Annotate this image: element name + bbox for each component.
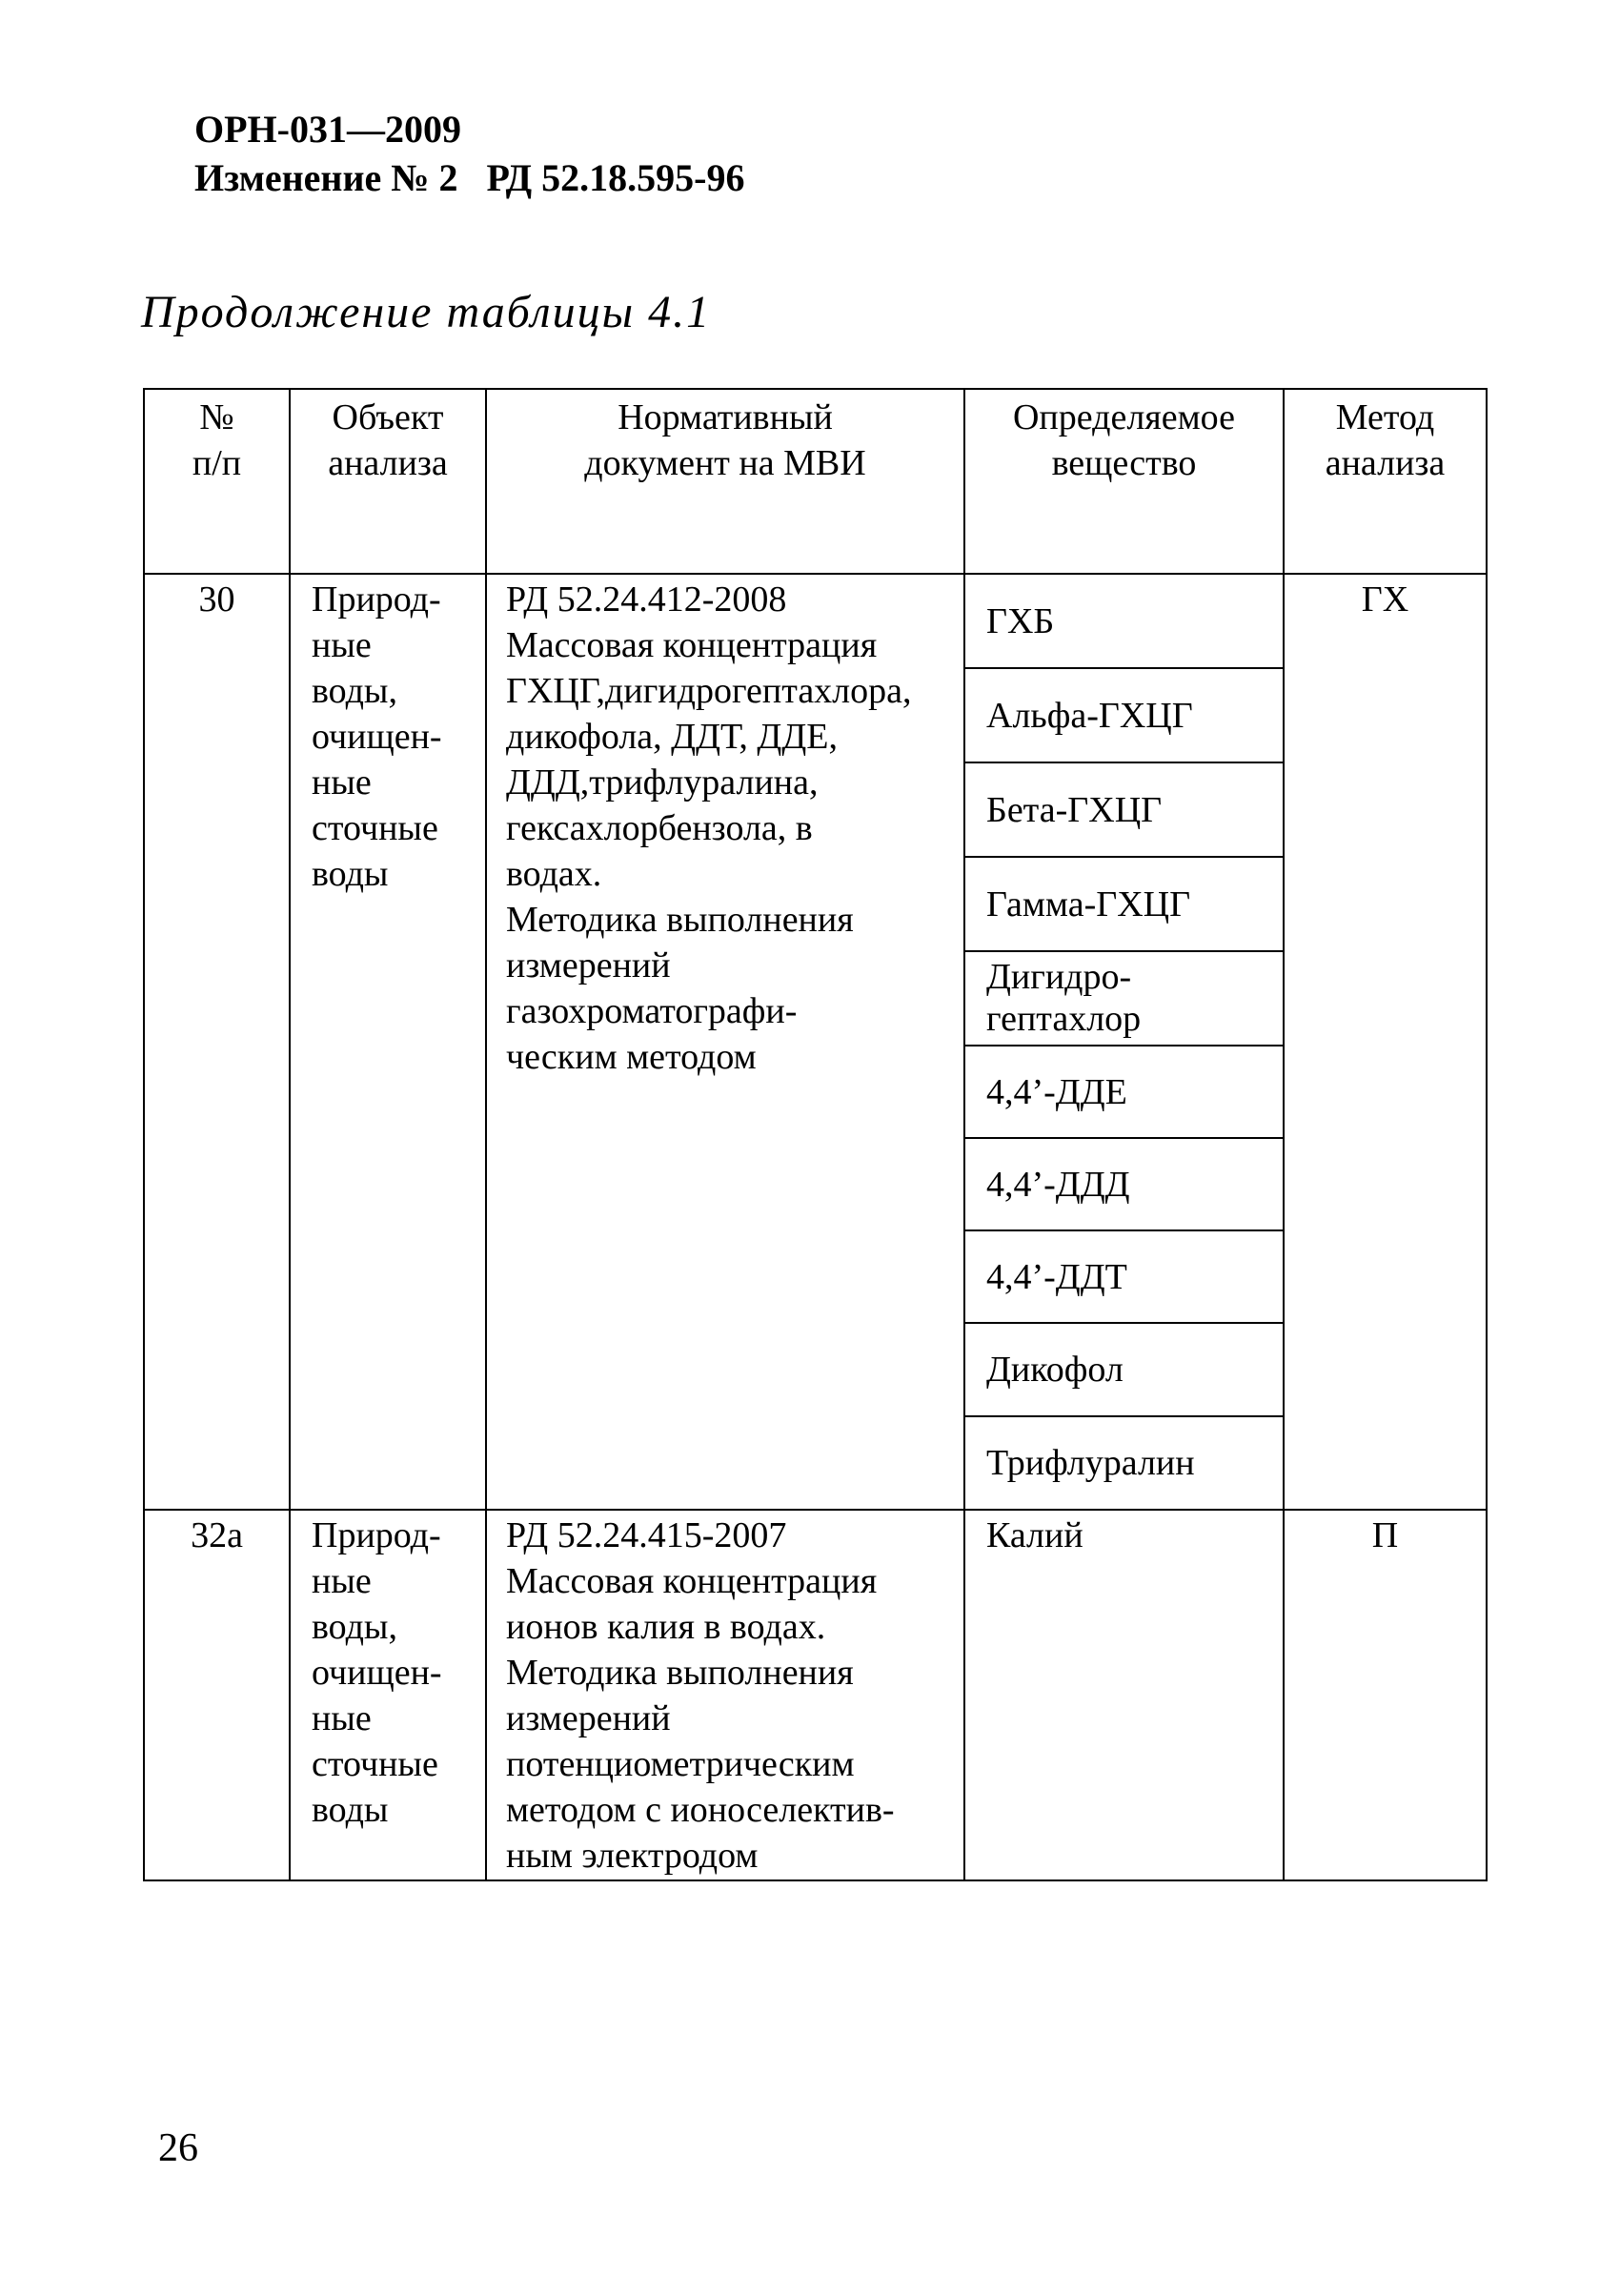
row-document: РД 52.24.412-2008 Массовая концентрация ГХЦГ,дигидрогептахлора, дикофола, ДДТ, ДДЕ, ДДД,трифлуралина, гексахлорбензола, в водах. Методика выполнения измерений газохроматографи- ческим методом: [486, 574, 964, 1510]
row-object: Природ- ные воды, очищен- ные сточные воды: [290, 1510, 486, 1880]
col-header-document-text: Нормативный документ на МВИ: [584, 397, 866, 483]
analysis-methods-table: [143, 388, 1488, 1881]
table-row: [144, 1510, 1487, 1880]
table-header-row: [144, 389, 1487, 574]
col-header-object: [290, 389, 486, 574]
col-header-substance-text: Определяемое вещество: [1012, 397, 1236, 483]
substance-cell: Гамма-ГХЦГ: [965, 858, 1283, 952]
substance-cell: Дигидро- гептахлор: [965, 952, 1283, 1046]
substance-cell: Альфа-ГХЦГ: [965, 669, 1283, 763]
page-number: 26: [158, 2126, 198, 2170]
substance-cell: Бета-ГХЦГ: [965, 763, 1283, 858]
row-document: РД 52.24.415-2007 Массовая концентрация ионов калия в водах. Методика выполнения измерений потенциометрическим методом с ионоселектив- ным электродом: [486, 1510, 964, 1880]
substance-list: [965, 575, 1283, 1509]
row-number: 30: [144, 574, 290, 1510]
col-header-number-text: № п/п: [192, 397, 242, 483]
table-row: [144, 574, 1487, 1510]
row-substances: [964, 574, 1284, 1510]
col-header-object-text: Объект анализа: [328, 397, 448, 483]
substance-cell: ГХБ: [965, 575, 1283, 669]
document-code: ОРН-031—2009: [194, 108, 461, 151]
amendment-title: Изменение № 2 РД 52.18.595-96: [194, 156, 745, 199]
substance-cell: 4,4’-ДДЕ: [965, 1046, 1283, 1139]
col-header-method-text: Метод анализа: [1325, 397, 1446, 483]
row-number: 32а: [144, 1510, 290, 1880]
substance-cell: Трифлуралин: [986, 1443, 1195, 1483]
row-object: Природ- ные воды, очищен- ные сточные воды: [290, 574, 486, 1510]
col-header-method: [1284, 389, 1487, 574]
row-substance: Калий: [964, 1510, 1284, 1880]
row-method: П: [1284, 1510, 1487, 1880]
col-header-document: [486, 389, 964, 574]
row-method: ГХ: [1284, 574, 1487, 1510]
substance-cell: 4,4’-ДДД: [965, 1139, 1283, 1231]
substance-cell: Дикофол: [965, 1324, 1283, 1417]
substance-cell: 4,4’-ДДТ: [965, 1231, 1283, 1324]
col-header-substance: [964, 389, 1284, 574]
table-caption: Продолжение таблицы 4.1: [141, 287, 712, 337]
col-header-number: [144, 389, 290, 574]
